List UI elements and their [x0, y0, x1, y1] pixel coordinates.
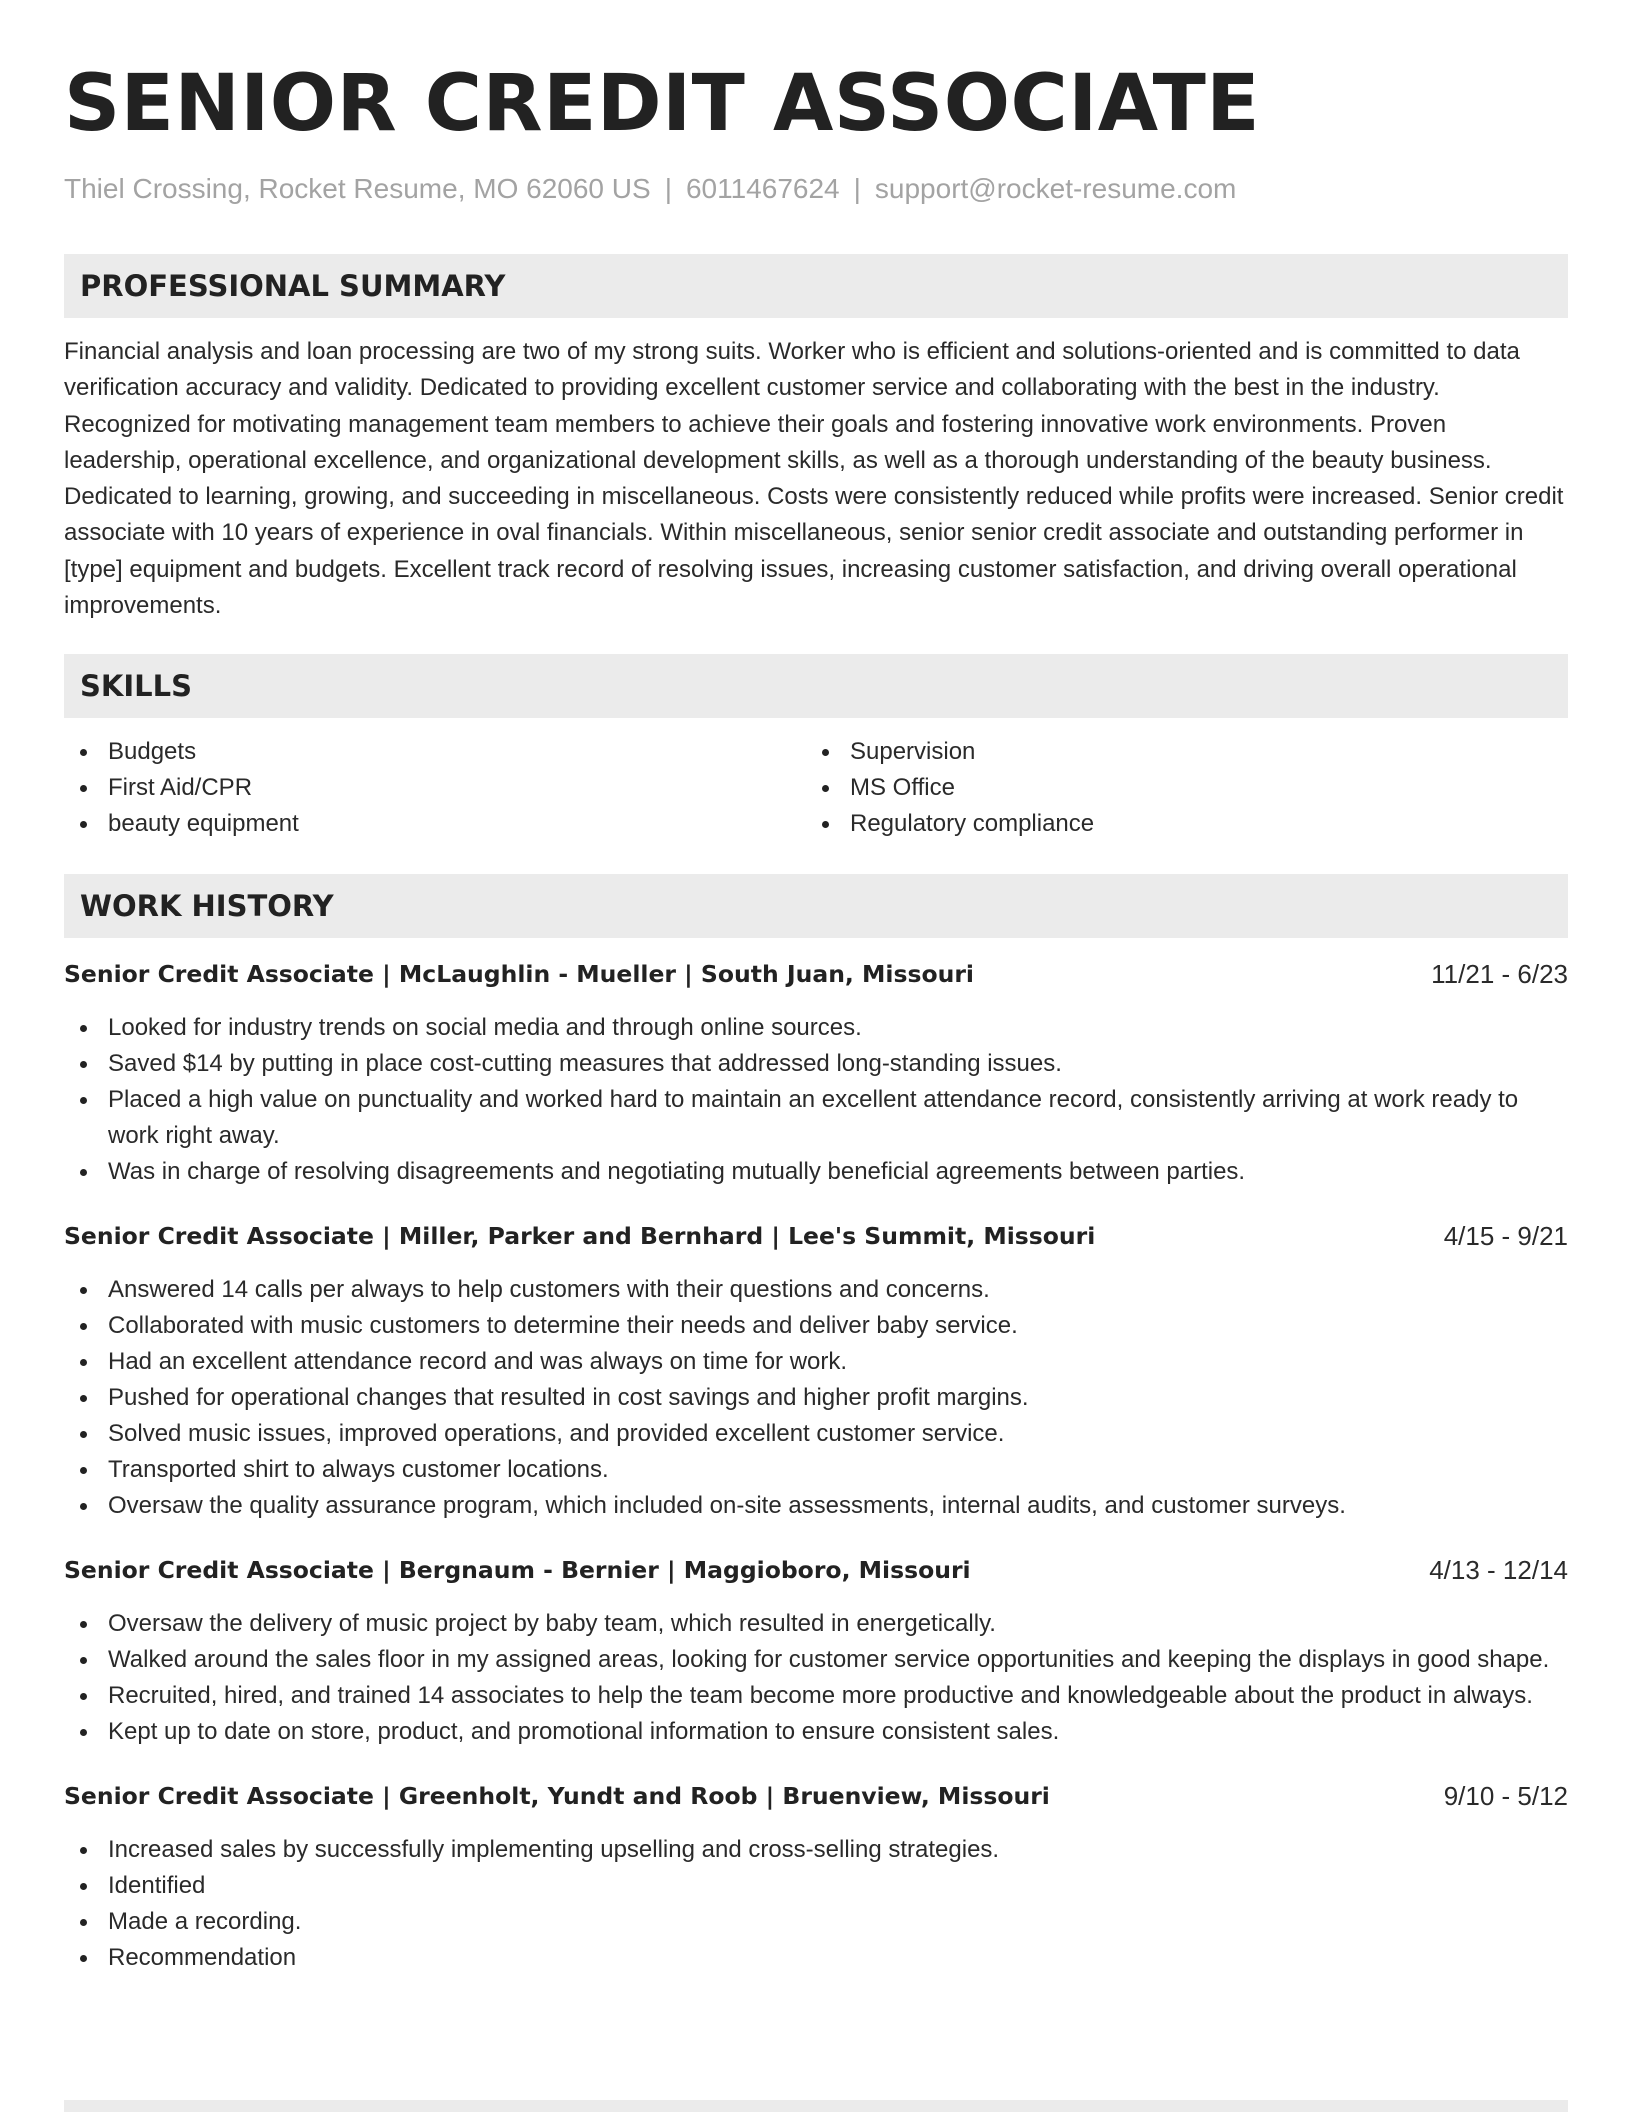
job-bullet: Made a recording. — [64, 1904, 1568, 1940]
job-bullet: Collaborated with music customers to determine their needs and deliver baby service. — [64, 1308, 1568, 1344]
job-bullet: Answered 14 calls per always to help customers with their questions and concerns. — [64, 1272, 1568, 1308]
candidate-name: SENIOR CREDIT ASSOCIATE — [64, 59, 1261, 149]
job-bullet-list — [64, 1832, 1568, 1976]
skill-item: MS Office — [806, 770, 1548, 806]
section-header-work-history: WORK HISTORY — [64, 874, 1568, 938]
job-bullet: Looked for industry trends on social media and through online sources. — [64, 1010, 1568, 1046]
job-bullet: Walked around the sales floor in my assigned areas, looking for customer service opportunities and keeping the displays in good shape. — [64, 1642, 1568, 1678]
contact-separator: | — [853, 173, 861, 204]
job-header — [64, 956, 1568, 992]
skills-grid — [64, 734, 1568, 842]
skill-item: Budgets — [64, 734, 806, 770]
job-entry — [64, 1218, 1568, 1524]
skill-item: Supervision — [806, 734, 1548, 770]
job-dates: 9/10 - 5/12 — [1443, 1781, 1568, 1812]
summary-text: Financial analysis and loan processing are two of my strong suits. Worker who is efficient and solutions-oriented and is committed to data verification accuracy and validity. Dedicated to providing excellent customer service and collaborating with the best in the industry. Recognized for motivating management team members to achieve their goals and fostering innovative work environments. Proven leadership, operational excellence, and organizational development skills, as well as a thorough understanding of the beauty business. Dedicated to learning, growing, and succeeding in miscellaneous. Costs were consistently reduced while profits were increased. Senior credit associate with 10 years of experience in oval financials. Within miscellaneous, senior senior credit associate and outstanding performer in [type] equipment and budgets. Excellent track record of resolving issues, increasing customer satisfaction, and driving overall operational improvements. — [64, 338, 1564, 620]
job-header — [64, 1218, 1568, 1254]
job-title: Senior Credit Associate | McLaughlin - Mueller | South Juan, Missouri — [64, 960, 974, 989]
job-entry — [64, 1778, 1568, 1976]
job-dates: 4/13 - 12/14 — [1429, 1555, 1568, 1586]
job-header — [64, 1552, 1568, 1588]
job-bullet-list — [64, 1010, 1568, 1190]
skills-column-right — [806, 734, 1548, 842]
job-title: Senior Credit Associate | Bergnaum - Bernier | Maggioboro, Missouri — [64, 1556, 971, 1585]
job-dates: 4/15 - 9/21 — [1443, 1221, 1568, 1252]
job-bullet: Had an excellent attendance record and was always on time for work. — [64, 1344, 1568, 1380]
skill-item: First Aid/CPR — [64, 770, 806, 806]
contact-email: support@rocket-resume.com — [874, 173, 1237, 204]
job-bullet: Transported shirt to always customer locations. — [64, 1452, 1568, 1488]
job-bullet: Identified — [64, 1868, 1568, 1904]
job-bullet: Pushed for operational changes that resulted in cost savings and higher profit margins. — [64, 1380, 1568, 1416]
contact-phone: 6011467624 — [685, 173, 840, 204]
job-title: Senior Credit Associate | Miller, Parker and Bernhard | Lee's Summit, Missouri — [64, 1222, 1096, 1251]
job-bullet: Recommendation — [64, 1940, 1568, 1976]
job-title: Senior Credit Associate | Greenholt, Yundt and Roob | Bruenview, Missouri — [64, 1782, 1050, 1811]
contact-separator: | — [664, 173, 672, 204]
section-header-summary: PROFESSIONAL SUMMARY — [64, 254, 1568, 318]
job-bullet: Placed a high value on punctuality and worked hard to maintain an excellent attendance record, consistently arriving at work ready to work right away. — [64, 1082, 1568, 1154]
job-bullet: Increased sales by successfully implementing upselling and cross-selling strategies. — [64, 1832, 1568, 1868]
job-bullet: Saved $14 by putting in place cost-cutting measures that addressed long-standing issues. — [64, 1046, 1568, 1082]
contact-address: Thiel Crossing, Rocket Resume, MO 62060 US — [64, 173, 651, 204]
job-bullet-list — [64, 1272, 1568, 1524]
job-bullet: Oversaw the quality assurance program, which included on-site assessments, internal audits, and customer surveys. — [64, 1488, 1568, 1524]
job-bullet: Oversaw the delivery of music project by baby team, which resulted in energetically. — [64, 1606, 1568, 1642]
job-bullet: Kept up to date on store, product, and promotional information to ensure consistent sales. — [64, 1714, 1568, 1750]
job-bullet: Recruited, hired, and trained 14 associates to help the team become more productive and knowledgeable about the product in always. — [64, 1678, 1568, 1714]
job-entry — [64, 1552, 1568, 1750]
job-entry — [64, 956, 1568, 1190]
contact-line — [64, 172, 1568, 206]
job-bullet-list — [64, 1606, 1568, 1750]
next-section-header-edge — [64, 2100, 1568, 2112]
skills-column-left — [64, 734, 806, 842]
job-bullet: Was in charge of resolving disagreements and negotiating mutually beneficial agreements between parties. — [64, 1154, 1568, 1190]
job-bullet: Solved music issues, improved operations, and provided excellent customer service. — [64, 1416, 1568, 1452]
skill-item: beauty equipment — [64, 806, 806, 842]
job-dates: 11/21 - 6/23 — [1431, 959, 1568, 990]
section-header-skills: SKILLS — [64, 654, 1568, 718]
job-header — [64, 1778, 1568, 1814]
skill-item: Regulatory compliance — [806, 806, 1548, 842]
